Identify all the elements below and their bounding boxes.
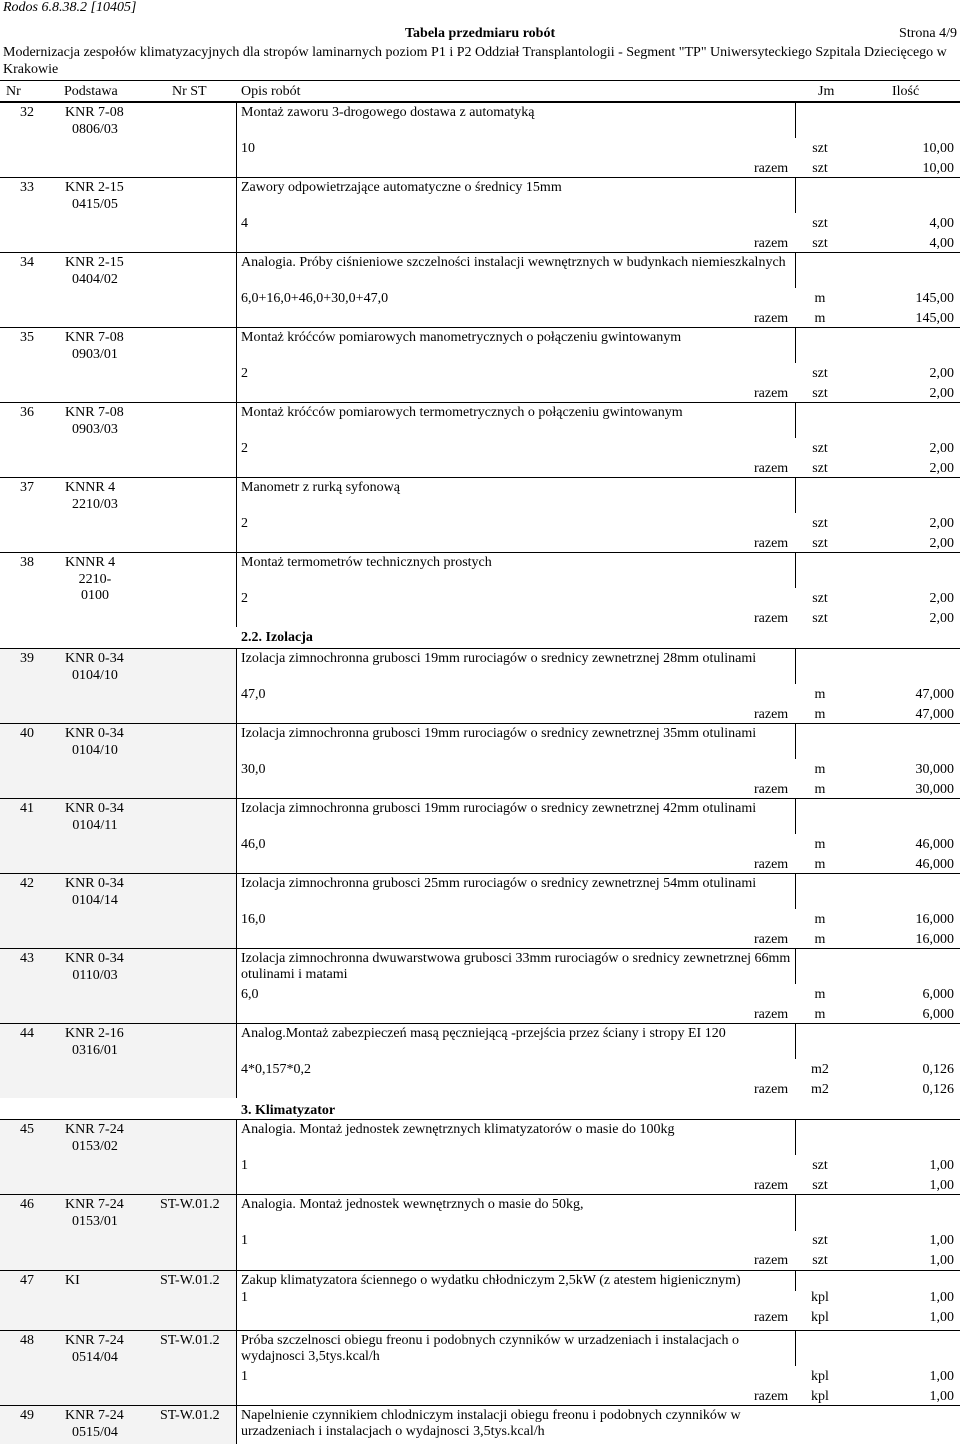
col-divider [236, 873, 237, 948]
quantity: 2,00 [929, 441, 954, 456]
item-number: 36 [20, 405, 34, 420]
basis-code: KNR 2-15 [65, 180, 124, 195]
item-number: 44 [20, 1026, 34, 1041]
basis-code: KNR 7-24 [65, 1122, 124, 1137]
spec-number: ST-W.01.2 [160, 1408, 220, 1423]
basis-subcode: 0153/01 [72, 1214, 118, 1229]
item-number: 37 [20, 480, 34, 495]
col-divider [236, 252, 237, 327]
basis-code: KNNR 4 [65, 480, 116, 495]
total-quantity: 6,000 [922, 1007, 954, 1022]
row-separator [0, 1270, 960, 1271]
total-label: razem [754, 1389, 789, 1404]
total-unit: kpl [811, 1389, 829, 1404]
total-label: razem [754, 782, 789, 797]
basis-subcode: 0104/10 [72, 743, 118, 758]
basis-code: KNR 7-08 [65, 330, 124, 345]
col-nr: Nr [6, 84, 21, 99]
total-quantity: 2,00 [929, 461, 954, 476]
unit: m [814, 987, 826, 1002]
basis-code: KNR 7-24 [65, 1333, 124, 1348]
total-quantity: 145,00 [915, 311, 954, 326]
total-quantity: 0,126 [922, 1082, 954, 1097]
basis-code: KI [65, 1273, 80, 1288]
quantity: 46,000 [915, 837, 954, 852]
row-separator [0, 648, 960, 649]
quantity-expression: 1 [241, 1290, 248, 1305]
total-label: razem [754, 161, 789, 176]
row-separator [0, 1023, 960, 1024]
row-separator [0, 1330, 960, 1331]
app-version: Rodos 6.8.38.2 [10405] [3, 0, 137, 15]
item-number: 42 [20, 876, 34, 891]
item-number: 48 [20, 1333, 34, 1348]
basis-subcode: 0903/01 [72, 347, 118, 362]
col-divider [236, 102, 237, 177]
row-separator [0, 1119, 960, 1120]
row-separator [0, 102, 960, 103]
quantity-expression: 2 [241, 591, 248, 606]
total-label: razem [754, 1253, 789, 1268]
row-separator [0, 327, 960, 328]
col-ilosc: Ilość [892, 84, 920, 99]
unit: kpl [811, 1369, 829, 1384]
col-divider [236, 552, 237, 627]
total-label: razem [754, 1310, 789, 1325]
quantity-expression: 4*0,157*0,2 [241, 1062, 311, 1077]
col-divider [236, 798, 237, 873]
quantity-expression: 1 [241, 1158, 248, 1173]
basis-subcode: 0515/04 [72, 1425, 118, 1440]
total-quantity: 1,00 [929, 1310, 954, 1325]
unit: szt [812, 591, 828, 606]
col-nrst: Nr ST [172, 84, 207, 99]
quantity-expression: 2 [241, 366, 248, 381]
total-unit: m [814, 782, 826, 797]
basis-code: KNR 0-34 [65, 951, 124, 966]
basis-code: KNR 7-08 [65, 105, 124, 120]
col-jm: Jm [818, 84, 835, 99]
total-quantity: 16,000 [915, 932, 954, 947]
row-separator [0, 552, 960, 553]
item-number: 40 [20, 726, 34, 741]
quantity: 0,126 [922, 1062, 954, 1077]
quantity-expression: 2 [241, 441, 248, 456]
basis-subcode: 0903/03 [72, 422, 118, 437]
col-divider [236, 1023, 237, 1098]
total-unit: szt [812, 536, 828, 551]
item-number: 32 [20, 105, 34, 120]
basis-subcode: 0415/05 [72, 197, 118, 212]
work-description: Montaż zaworu 3-drogowego dostawa z automatyką [241, 105, 535, 120]
quantity-expression: 6,0+16,0+46,0+30,0+47,0 [241, 291, 389, 306]
total-unit: szt [812, 236, 828, 251]
unit: m [814, 762, 826, 777]
spec-number: ST-W.01.2 [160, 1333, 220, 1348]
basis-subcode: 0110/03 [72, 968, 118, 983]
quantity-expression: 46,0 [241, 837, 266, 852]
row-separator [0, 252, 960, 253]
total-label: razem [754, 707, 789, 722]
spec-number: ST-W.01.2 [160, 1273, 220, 1288]
total-label: razem [754, 1178, 789, 1193]
total-quantity: 4,00 [929, 236, 954, 251]
quantity: 47,000 [915, 687, 954, 702]
total-label: razem [754, 611, 789, 626]
total-label: razem [754, 1082, 789, 1097]
total-quantity: 47,000 [915, 707, 954, 722]
basis-subcode: 2210/03 [72, 497, 118, 512]
col-podstawa: Podstawa [64, 84, 118, 99]
unit: m [814, 837, 826, 852]
item-number: 49 [20, 1408, 34, 1423]
total-quantity: 30,000 [915, 782, 954, 797]
work-description: Analogia. Próby ciśnieniowe szczelności instalacji wewnętrznych w budynkach niemieszkalnych [241, 255, 786, 270]
total-unit: m [814, 1007, 826, 1022]
total-unit: m [814, 707, 826, 722]
basis-subcode: 0514/04 [72, 1350, 118, 1365]
basis-subcode: 0153/02 [72, 1139, 118, 1154]
total-label: razem [754, 311, 789, 326]
quantity: 1,00 [929, 1290, 954, 1305]
unit: m [814, 912, 826, 927]
basis-subcode: 2210-0100 [78, 572, 112, 603]
quantity: 6,000 [922, 987, 954, 1002]
work-description: Próba szczelnosci obiegu freonu i podobnych czynników w urzadzeniach i instalacjach o wydajnosci 3,5tys.kcal/h [241, 1333, 739, 1364]
total-quantity: 2,00 [929, 611, 954, 626]
item-number: 33 [20, 180, 34, 195]
quantity: 2,00 [929, 366, 954, 381]
total-label: razem [754, 461, 789, 476]
item-number: 45 [20, 1122, 34, 1137]
basis-subcode: 0316/01 [72, 1043, 118, 1058]
quantity-expression: 4 [241, 216, 248, 231]
quantity: 1,00 [929, 1233, 954, 1248]
unit: szt [812, 366, 828, 381]
total-unit: szt [812, 1253, 828, 1268]
unit: szt [812, 216, 828, 231]
total-unit: szt [812, 461, 828, 476]
quantity: 16,000 [915, 912, 954, 927]
total-unit: m [814, 311, 826, 326]
unit: szt [812, 1158, 828, 1173]
work-description: Montaż króćców pomiarowych termometrycznych o połączeniu gwintowanym [241, 405, 683, 420]
basis-code: KNR 7-24 [65, 1408, 124, 1423]
basis-code: KNR 0-34 [65, 801, 124, 816]
unit: szt [812, 441, 828, 456]
item-number: 41 [20, 801, 34, 816]
total-label: razem [754, 386, 789, 401]
document-title: Tabela przedmiaru robót [405, 26, 556, 41]
unit: szt [812, 141, 828, 156]
col-divider [236, 1194, 237, 1270]
basis-subcode: 0104/10 [72, 668, 118, 683]
total-label: razem [754, 236, 789, 251]
item-number: 43 [20, 951, 34, 966]
basis-code: KNR 2-15 [65, 255, 124, 270]
work-description: Montaż króćców pomiarowych manometrycznych o połączeniu gwintowanym [241, 330, 682, 345]
spec-number: ST-W.01.2 [160, 1197, 220, 1212]
quantity-expression: 1 [241, 1233, 248, 1248]
unit: m [814, 291, 826, 306]
total-quantity: 10,00 [922, 161, 954, 176]
row-separator [0, 873, 960, 874]
row-separator [0, 798, 960, 799]
basis-code: KNNR 4 [65, 555, 116, 570]
item-number: 34 [20, 255, 34, 270]
column-header-row [0, 80, 960, 102]
col-opis: Opis robót [241, 84, 301, 99]
work-description: Analogia. Montaż jednostek wewnętrznych o masie do 50kg, [241, 1197, 584, 1212]
work-description: Zakup klimatyzatora ściennego o wydatku chłodniczym 2,5kW (z atestem higienicznym) [241, 1273, 741, 1288]
item-number: 47 [20, 1273, 34, 1288]
item-number: 39 [20, 651, 34, 666]
basis-code: KNR 2-16 [65, 1026, 124, 1041]
quantity: 10,00 [922, 141, 954, 156]
work-description: Izolacja zimnochronna grubosci 19mm rurociagów o srednicy zewnetrznej 35mm otulinami [241, 726, 757, 741]
item-number: 38 [20, 555, 34, 570]
quantity-expression: 30,0 [241, 762, 266, 777]
total-unit: kpl [811, 1310, 829, 1325]
unit: kpl [811, 1290, 829, 1305]
work-description: Izolacja zimnochronna grubosci 19mm rurociagów o srednicy zewnetrznej 42mm otulinami [241, 801, 757, 816]
basis-subcode: 0806/03 [72, 122, 118, 137]
col-divider [236, 402, 237, 477]
col-divider [236, 723, 237, 798]
unit: m2 [811, 1062, 829, 1077]
row-separator [0, 1405, 960, 1406]
total-label: razem [754, 932, 789, 947]
total-quantity: 2,00 [929, 386, 954, 401]
basis-code: KNR 0-34 [65, 876, 124, 891]
quantity: 145,00 [915, 291, 954, 306]
row-separator [0, 477, 960, 478]
total-quantity: 1,00 [929, 1253, 954, 1268]
basis-code: KNR 0-34 [65, 726, 124, 741]
basis-subcode: 0404/02 [72, 272, 118, 287]
row-separator [0, 177, 960, 178]
basis-subcode: 0104/14 [72, 893, 118, 908]
total-unit: m [814, 857, 826, 872]
quantity: 2,00 [929, 516, 954, 531]
section-heading: 2.2. Izolacja [241, 630, 313, 645]
work-description: Montaż termometrów technicznych prostych [241, 555, 492, 570]
unit: m [814, 687, 826, 702]
row-separator [0, 948, 960, 949]
col-divider [236, 1405, 237, 1444]
col-divider [236, 177, 237, 252]
quantity: 4,00 [929, 216, 954, 231]
total-unit: szt [812, 161, 828, 176]
total-quantity: 1,00 [929, 1178, 954, 1193]
total-unit: szt [812, 611, 828, 626]
work-description: Manometr z rurką syfonową [241, 480, 401, 495]
quantity: 30,000 [915, 762, 954, 777]
total-unit: m [814, 932, 826, 947]
col-divider [236, 1270, 237, 1330]
quantity-expression: 2 [241, 516, 248, 531]
quantity-expression: 10 [241, 141, 255, 156]
col-divider [236, 327, 237, 402]
total-unit: m2 [811, 1082, 829, 1097]
unit: szt [812, 1233, 828, 1248]
section-heading: 3. Klimatyzator [241, 1103, 336, 1118]
page-number: Strona 4/9 [899, 26, 957, 41]
row-separator [0, 1194, 960, 1195]
col-divider [236, 948, 237, 1023]
total-label: razem [754, 1007, 789, 1022]
work-description: Analogia. Montaż jednostek zewnętrznych klimatyzatorów o masie do 100kg [241, 1122, 675, 1137]
quantity: 1,00 [929, 1158, 954, 1173]
work-description: Izolacja zimnochronna dwuwarstwowa grubosci 33mm rurociagów o srednicy zewnetrznej 66mm otulinami i matami [241, 951, 791, 982]
work-description: Napelnienie czynnikiem chlodniczym instalacji obiegu freonu i podobnych czynników w urzadzeniach i instalacjach o wydajnosci 3,5tys.kcal/h [241, 1408, 741, 1439]
col-divider [236, 1330, 237, 1405]
basis-code: KNR 7-24 [65, 1197, 124, 1212]
col-divider [236, 477, 237, 552]
total-unit: szt [812, 386, 828, 401]
row-separator [0, 402, 960, 403]
total-unit: szt [812, 1178, 828, 1193]
quantity-expression: 16,0 [241, 912, 266, 927]
item-number: 35 [20, 330, 34, 345]
work-description: Izolacja zimnochronna grubosci 19mm rurociagów o srednicy zewnetrznej 28mm otulinami [241, 651, 757, 666]
quantity: 2,00 [929, 591, 954, 606]
basis-code: KNR 7-08 [65, 405, 124, 420]
project-title: Modernizacja zespołów klimatyzacyjnych dla stropów laminarnych poziom P1 i P2 Oddział Transplantologii - Segment "TP" Uniwersyteckiego Szpitala Dziecięcego w Krakowie [3, 45, 947, 77]
basis-subcode: 0104/11 [72, 818, 118, 833]
quantity-expression: 1 [241, 1369, 248, 1384]
quantity-expression: 47,0 [241, 687, 266, 702]
unit: szt [812, 516, 828, 531]
row-separator [0, 723, 960, 724]
item-number: 46 [20, 1197, 34, 1212]
basis-code: KNR 0-34 [65, 651, 124, 666]
total-quantity: 46,000 [915, 857, 954, 872]
work-description: Analog.Montaż zabezpieczeń masą pęczniejącą -przejścia przez ściany i stropy EI 120 [241, 1026, 726, 1041]
total-label: razem [754, 536, 789, 551]
total-quantity: 2,00 [929, 536, 954, 551]
col-divider [236, 648, 237, 723]
work-description: Zawory odpowietrzające automatyczne o średnicy 15mm [241, 180, 562, 195]
col-divider [236, 1119, 237, 1194]
quantity-expression: 6,0 [241, 987, 259, 1002]
work-description: Izolacja zimnochronna grubosci 25mm rurociagów o srednicy zewnetrznej 54mm otulinami [241, 876, 757, 891]
quantity: 1,00 [929, 1369, 954, 1384]
total-label: razem [754, 857, 789, 872]
total-quantity: 1,00 [929, 1389, 954, 1404]
